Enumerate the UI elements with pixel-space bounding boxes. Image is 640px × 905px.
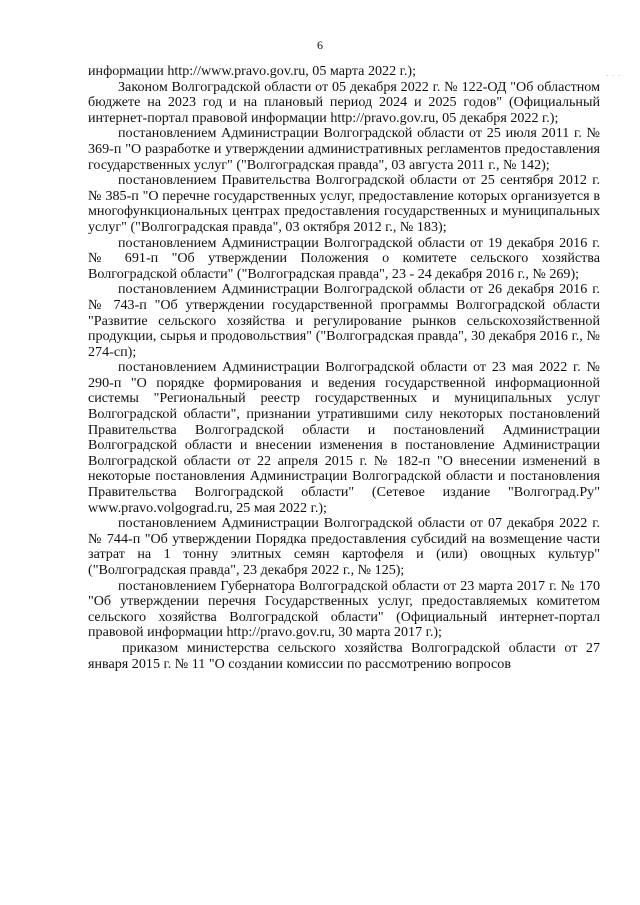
paragraph-resolution-385-p: постановлением Правительства Волгоградской области от 25 сентября 2012 г. № 385-п "О перечне государственных услуг, предоставление которых организуется в многофункциональных центрах предоставления государственных и муниципальных услуг" ("Волгоградская правда", 03 октября 2012 г., № 183); — [88, 172, 600, 235]
paragraph-resolution-290-p: постановлением Администрации Волгоградской области от 23 мая 2022 г. № 290-п "О порядке формирования и ведения государственной информационной системы "Региональный реестр государственных и муниципальных услуг Волгоградской области", признании утратившими силу некоторых постановлений Правительства Волгоградской области и постановлений Администрации Волгоградской области и внесении изменения в постановление Администрации Волгоградской области от 22 апреля 2015 г. № 182-п "О внесении изменений в некоторые постановления Администрации Волгоградской области и постановления Правительства Волгоградской области" (Сетевое издание "Волгоград.Ру" www.pravo.volgograd.ru, 25 мая 2022 г.); — [88, 359, 600, 516]
scan-mark: · · · — [606, 72, 622, 80]
paragraph-resolution-691-p: постановлением Администрации Волгоградской области от 19 декабря 2016 г. № 691-п "Об утверждении Положения о комитете сельского хозяйства Волгоградской области" ("Волгоградская правда", 23 - 24 декабря 2016 г., № 269); — [88, 234, 600, 282]
paragraph-resolution-743-p: постановлением Администрации Волгоградской области от 26 декабря 2016 г. № 743-п "Об утверждении государственной программы Волгоградской области "Развитие сельского хозяйства и регулирование рынков сельскохозяйственной продукции, сырья и продовольствия" ("Волгоградская правда", 30 декабря 2016 г., № 274-сп); — [88, 281, 600, 360]
paragraph-resolution-744-p: постановлением Администрации Волгоградской области от 07 декабря 2022 г. № 744-п "Об утверждении Порядка предоставления субсидий на возмещение части затрат на 1 тонну элитных семян картофеля и (или) овощных культур" ("Волгоградская правда", 23 декабря 2022 г., № 125); — [88, 515, 600, 578]
page-number: 6 — [317, 38, 323, 52]
paragraph-continuation: информации http://www.pravo.gov.ru, 05 марта 2022 г.); — [88, 63, 416, 79]
paragraph-order-11: приказом министерства сельского хозяйства Волгоградской области от 27 января 2015 г. № 11 "О создании комиссии по рассмотрению вопросов — [88, 639, 600, 672]
paragraph-resolution-369-p: постановлением Администрации Волгоградской области от 25 июля 2011 г. № 369-п "О разработке и утверждении административных регламентов предоставления государственных услуг" ("Волгоградская правда", 03 августа 2011 г., № 142); — [88, 125, 600, 173]
paragraph-governor-decree-170: постановлением Губернатора Волгоградской области от 23 марта 2017 г. № 170 "Об утверждении перечня Государственных услуг, предоставляемых комитетом сельского хозяйства Волгоградской области" (Официальный интернет-портал правовой информации http://pravo.gov.ru, 30 марта 2017 г.); — [88, 577, 600, 641]
paragraph-law-122-od: Законом Волгоградской области от 05 декабря 2022 г. № 122-ОД "Об областном бюджете на 2023 год и на плановый период 2024 и 2025 годов" (Официальный интернет-портал правовой информации http://pravo.gov.ru, 05 декабря 2022 г.); — [88, 78, 600, 126]
document-body — [88, 64, 600, 672]
